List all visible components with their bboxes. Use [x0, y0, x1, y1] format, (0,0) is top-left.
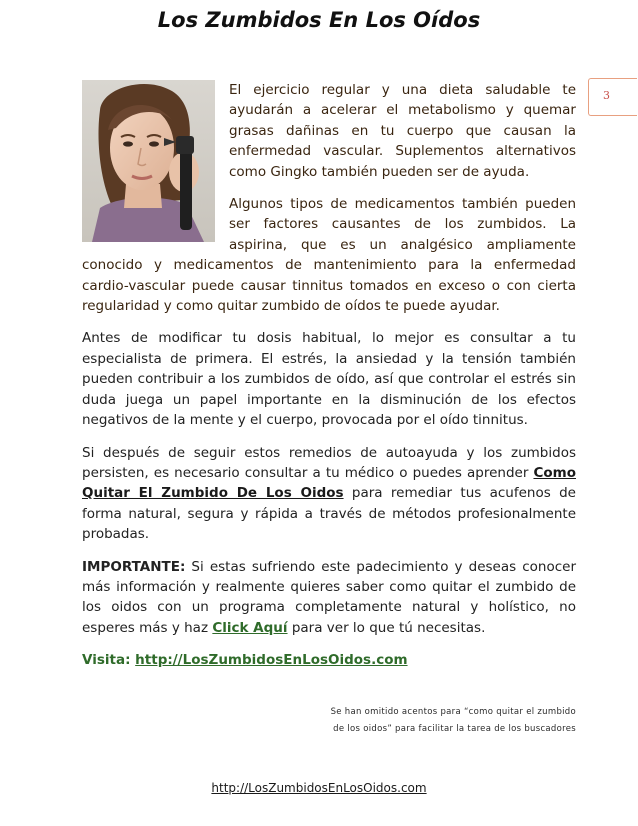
importante-text-end: para ver lo que tú necesitas.: [287, 619, 486, 636]
paragraph-importante: [82, 557, 576, 639]
visit-url-link[interactable]: http://LosZumbidosEnLosOidos.com: [135, 652, 408, 669]
paragraph-remedios: [82, 443, 576, 545]
page-number: 3: [603, 89, 610, 102]
remedios-text-end: para remediar tus acufenos de forma natural, segura y rápida a través de métodos profesionalmente probadas.: [82, 485, 576, 543]
remedios-text: Si después de seguir estos remedios de autoayuda y los zumbidos persisten, es necesario consultar a tu médico o puedes aprender: [82, 444, 576, 481]
page-number-tab: [588, 78, 637, 116]
como-quitar-zumbido-link[interactable]: Como Quitar El Zumbido De Los Oidos: [82, 464, 576, 502]
visit-label: Visita:: [82, 652, 136, 669]
paragraph-medications: Algunos tipos de medicamentos también pueden ser factores causantes de los zumbidos. La aspirina, que es un analgésico ampliamente conocido y medicamentos de mantenimiento para la enfermedad cardio-vascular puede causar tinnitus tomados en exceso o con cierta regularidad y como quitar zumbido de oídos te puede ayudar.: [82, 196, 576, 315]
accent-note: [280, 704, 576, 738]
accent-note-line-1: Se han omitido acentos para “como quitar el zumbido: [330, 707, 576, 717]
accent-note-line-2: de los oidos” para facilitar la tarea de los buscadores: [333, 724, 576, 734]
paragraph-exercise: El ejercicio regular y una dieta saludable te ayudarán a acelerar el metabolismo y quemar grasas dañinas en tu cuerpo que causan la enfermedad vascular. Suplementos alternativos como Gingko también pueden ser de ayuda.: [229, 82, 576, 180]
importante-label: IMPORTANTE:: [82, 558, 186, 575]
importante-text: Si estas sufriendo este padecimiento y deseas conocer más información y realmente quieres saber como quitar el zumbido de los oidos con un programa completamente natural y holístico, no esperes más y haz: [82, 558, 576, 636]
visit-line: [82, 650, 576, 670]
article-body: [82, 80, 576, 683]
click-aqui-link[interactable]: Click Aquí: [212, 619, 288, 636]
paragraph-dosis: Antes de modificar tu dosis habitual, lo mejor es consultar a tu especialista de primera. El estrés, la ansiedad y la tensión también pueden contribuir a los zumbidos de oído, así que controlar el estrés sin duda juega un papel importante en la disminución de los efectos negativos de la mente y el cuerpo, provocada por el oído tinnitus.: [82, 330, 576, 429]
page-title: Los Zumbidos En Los Oídos: [157, 8, 481, 32]
footer-url-link[interactable]: http://LosZumbidosEnLosOidos.com: [211, 781, 427, 795]
